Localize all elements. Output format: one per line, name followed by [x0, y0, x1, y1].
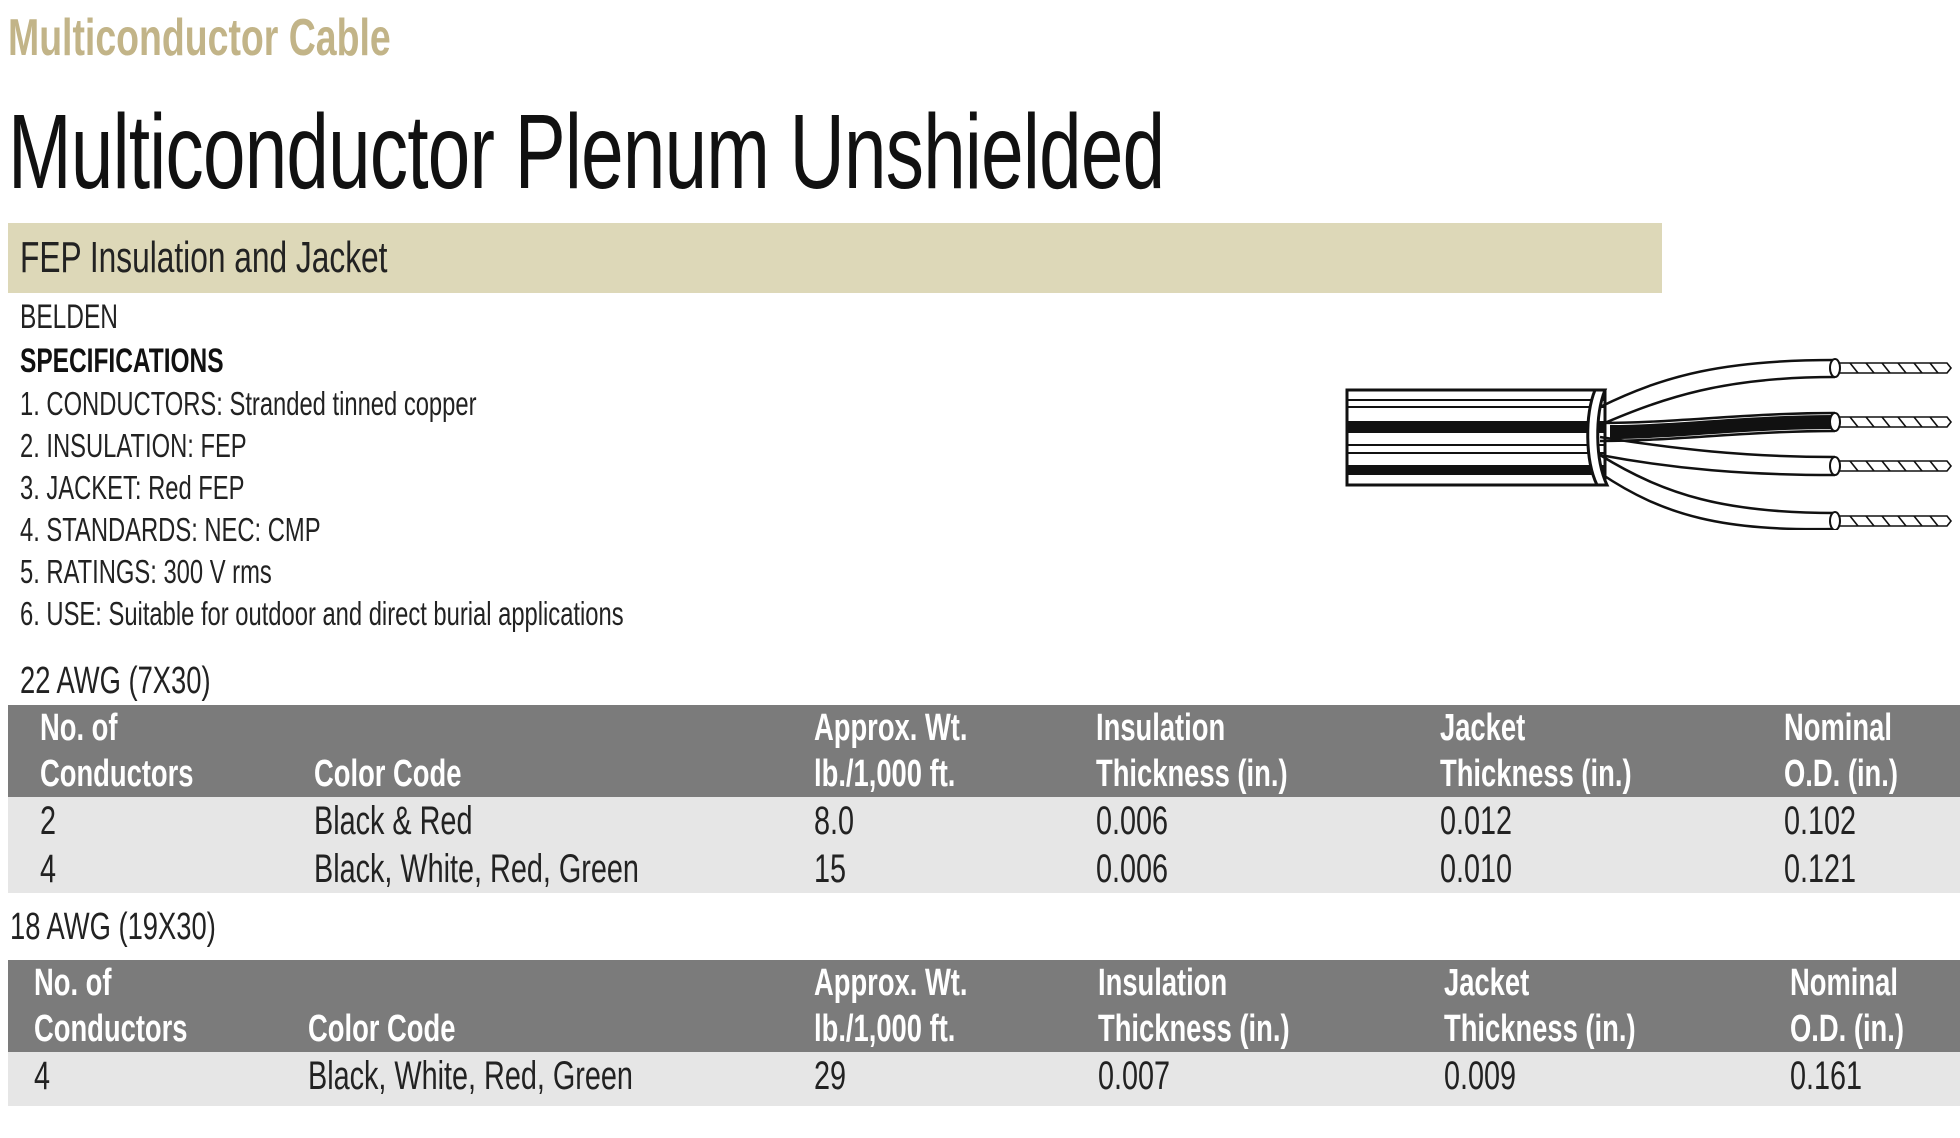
specifications-heading: SPECIFICATIONS — [20, 342, 224, 380]
col-jacket-line1: Jacket — [1440, 707, 1526, 749]
section-label: Multiconductor Cable — [8, 9, 391, 67]
spec-table-18awg — [8, 960, 1960, 1106]
col-color-code: Color Code — [308, 1008, 456, 1050]
cell-conductors: 4 — [34, 1054, 51, 1098]
cell-od: 0.102 — [1784, 799, 1857, 843]
table-body — [8, 1052, 1960, 1106]
table-row — [8, 1052, 1960, 1100]
col-weight-line1: Approx. Wt. — [814, 707, 968, 749]
col-jacket-line2: Thickness (in.) — [1444, 1008, 1636, 1050]
col-od-line2: O.D. (in.) — [1790, 1008, 1904, 1050]
col-weight-line1: Approx. Wt. — [814, 962, 968, 1004]
copper-strands — [1840, 363, 1951, 526]
table-row — [8, 845, 1960, 893]
cell-insulation: 0.006 — [1096, 847, 1169, 891]
cell-weight: 15 — [814, 847, 847, 891]
col-weight-line2: lb./1,000 ft. — [814, 1008, 956, 1050]
col-conductors-line2: Conductors — [34, 1008, 188, 1050]
awg-label-18: 18 AWG (19X30) — [10, 906, 216, 948]
table-row — [8, 797, 1960, 845]
spec-item: 1. CONDUCTORS: Stranded tinned copper — [20, 385, 477, 422]
cell-insulation: 0.006 — [1096, 799, 1169, 843]
brand-name: BELDEN — [20, 298, 118, 336]
spec-item: 4. STANDARDS: NEC: CMP — [20, 511, 321, 548]
col-jacket-line2: Thickness (in.) — [1440, 753, 1632, 795]
cell-color-code: Black, White, Red, Green — [314, 847, 639, 891]
table-header — [8, 705, 1960, 797]
subtitle-band — [8, 223, 1662, 293]
col-conductors-line1: No. of — [40, 707, 118, 749]
col-insulation-line1: Insulation — [1098, 962, 1228, 1004]
col-insulation-line2: Thickness (in.) — [1096, 753, 1288, 795]
col-od-line2: O.D. (in.) — [1784, 753, 1898, 795]
page-title: Multiconductor Plenum Unshielded — [8, 93, 1165, 211]
cell-color-code: Black & Red — [314, 799, 473, 843]
conductor-wires — [1600, 360, 1835, 529]
cell-conductors: 4 — [40, 847, 57, 891]
cell-jacket: 0.009 — [1444, 1054, 1517, 1098]
cell-color-code: Black, White, Red, Green — [308, 1054, 633, 1098]
specifications-list — [20, 385, 858, 637]
awg-label-22: 22 AWG (7X30) — [20, 660, 211, 702]
spec-item: 6. USE: Suitable for outdoor and direct burial applications — [20, 595, 624, 632]
table-header — [8, 960, 1960, 1052]
spec-item: 3. JACKET: Red FEP — [20, 469, 245, 506]
cell-insulation: 0.007 — [1098, 1054, 1171, 1098]
cell-jacket: 0.010 — [1440, 847, 1513, 891]
col-weight-line2: lb./1,000 ft. — [814, 753, 956, 795]
col-color-code: Color Code — [314, 753, 462, 795]
spec-item: 5. RATINGS: 300 V rms — [20, 553, 272, 590]
subtitle: FEP Insulation and Jacket — [20, 233, 388, 282]
col-conductors-line2: Conductors — [40, 753, 194, 795]
cell-weight: 29 — [814, 1054, 847, 1098]
col-od-line1: Nominal — [1790, 962, 1898, 1004]
cell-od: 0.161 — [1790, 1054, 1863, 1098]
cell-od: 0.121 — [1784, 847, 1857, 891]
col-conductors-line1: No. of — [34, 962, 112, 1004]
cell-jacket: 0.012 — [1440, 799, 1513, 843]
wire-ends — [1830, 359, 1840, 530]
col-jacket-line1: Jacket — [1444, 962, 1530, 1004]
spec-table-22awg — [8, 705, 1960, 893]
table-body — [8, 797, 1960, 893]
col-insulation-line2: Thickness (in.) — [1098, 1008, 1290, 1050]
spec-item: 2. INSULATION: FEP — [20, 427, 247, 464]
cable-illustration — [1345, 345, 1957, 530]
cable-jacket — [1347, 390, 1605, 485]
cell-conductors: 2 — [40, 799, 57, 843]
col-insulation-line1: Insulation — [1096, 707, 1226, 749]
col-od-line1: Nominal — [1784, 707, 1892, 749]
cell-weight: 8.0 — [814, 799, 855, 843]
